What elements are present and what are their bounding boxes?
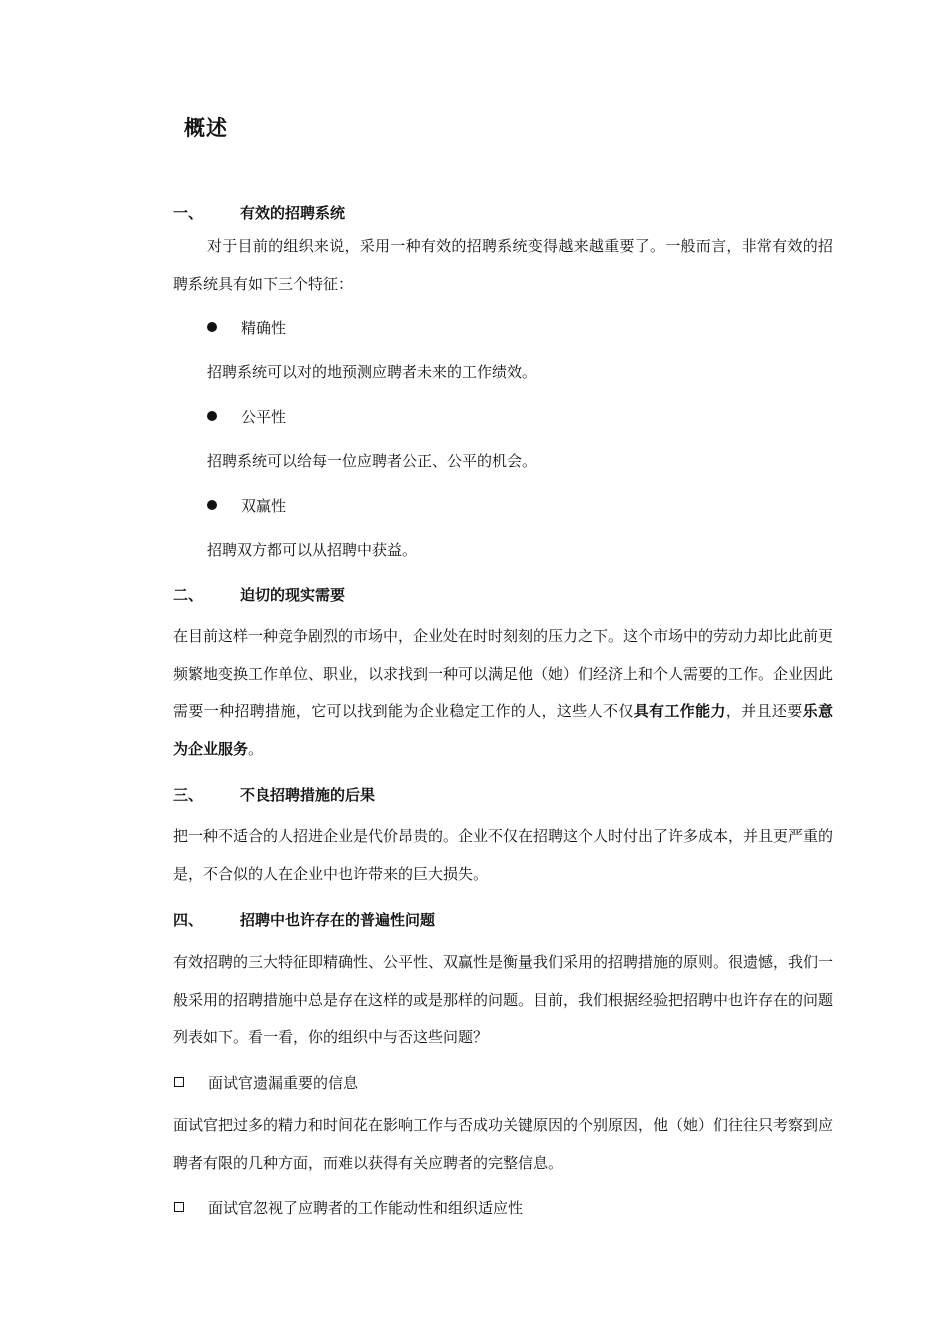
problem-label: 面试官遗漏重要的信息 xyxy=(208,1073,359,1092)
feature-item-3 xyxy=(207,493,286,517)
bullet-icon xyxy=(207,411,217,421)
section-title: 不良招聘措施的后果 xyxy=(240,785,376,804)
feature-label: 双赢性 xyxy=(241,496,287,515)
paragraph-text: 。 xyxy=(248,739,264,758)
problem-label: 面试官忽视了应聘者的工作能动性和组织适应性 xyxy=(208,1198,524,1217)
paragraph-text: 在目前这样一种竞争剧烈的市场中，企业处在时时刻刻的压力之下。这个市场中的劳动力却比此前更频繁地变换工作单位、职业，以求找到一种可以满足他（她）们经济上和个人需要的工作。企业因此需要一种招聘措施，它可以找到能为企业稳定工作的人，这些人不仅 xyxy=(173,627,834,720)
section-title: 迫切的现实需要 xyxy=(240,585,346,604)
section-number: 一、 xyxy=(173,203,204,222)
section-1-intro: 对于目前的组织来说，采用一种有效的招聘系统变得越来越重要了。一般而言，非常有效的招聘系统具有如下三个特征： xyxy=(173,237,833,293)
checkbox-square-icon xyxy=(174,1202,184,1212)
emphasis-ability: 具有工作能力 xyxy=(633,702,726,720)
problem-desc-1: 面试官把过多的精力和时间花在影响工作与否成功关键原因的个别原因，他（她）们往往只考察到应聘者有限的几种方面，而难以获得有关应聘者的完整信息。 xyxy=(173,1116,834,1172)
feature-desc-2: 招聘系统可以给每一位应聘者公正、公平的机会。 xyxy=(207,452,538,470)
section-heading-1 xyxy=(173,200,345,224)
section-3-paragraph: 把一种不适合的人招进企业是代价昂贵的。企业不仅在招聘这个人时付出了许多成本，并且更严重的是，不合似的人在企业中也许带来的巨大损失。 xyxy=(173,827,834,883)
feature-label: 公平性 xyxy=(241,407,287,426)
paragraph-text: ，并且还要 xyxy=(725,702,803,720)
section-heading-3 xyxy=(173,782,375,806)
section-heading-4 xyxy=(173,907,435,931)
problem-item-2 xyxy=(173,1195,523,1219)
feature-desc-3: 招聘双方都可以从招聘中获益。 xyxy=(207,541,418,559)
section-2-paragraph xyxy=(173,618,833,768)
emphasis-willingness: 乐意为企业服务 xyxy=(173,702,833,758)
page-title: 概述 xyxy=(184,115,228,140)
section-number: 四、 xyxy=(173,910,204,929)
problem-item-1 xyxy=(173,1070,358,1094)
feature-item-1 xyxy=(207,315,286,339)
checkbox-square-icon xyxy=(174,1077,184,1087)
bullet-icon xyxy=(207,500,217,510)
section-number: 二、 xyxy=(173,585,204,604)
feature-label: 精确性 xyxy=(241,318,287,337)
feature-desc-1: 招聘系统可以对的地预测应聘者未来的工作绩效。 xyxy=(207,363,538,381)
section-number: 三、 xyxy=(173,785,204,804)
section-4-intro: 有效招聘的三大特征即精确性、公平性、双赢性是衡量我们采用的招聘措施的原则。很遗憾，我们一般采用的招聘措施中总是存在这样的或是那样的问题。目前，我们根据经验把招聘中也许存在的问题列表如下。看一看，你的组织中与否这些问题？ xyxy=(173,953,834,1046)
bullet-icon xyxy=(207,322,217,332)
feature-item-2 xyxy=(207,404,286,428)
section-heading-2 xyxy=(173,582,345,606)
section-title: 招聘中也许存在的普遍性问题 xyxy=(240,910,436,929)
section-title: 有效的招聘系统 xyxy=(240,203,346,222)
